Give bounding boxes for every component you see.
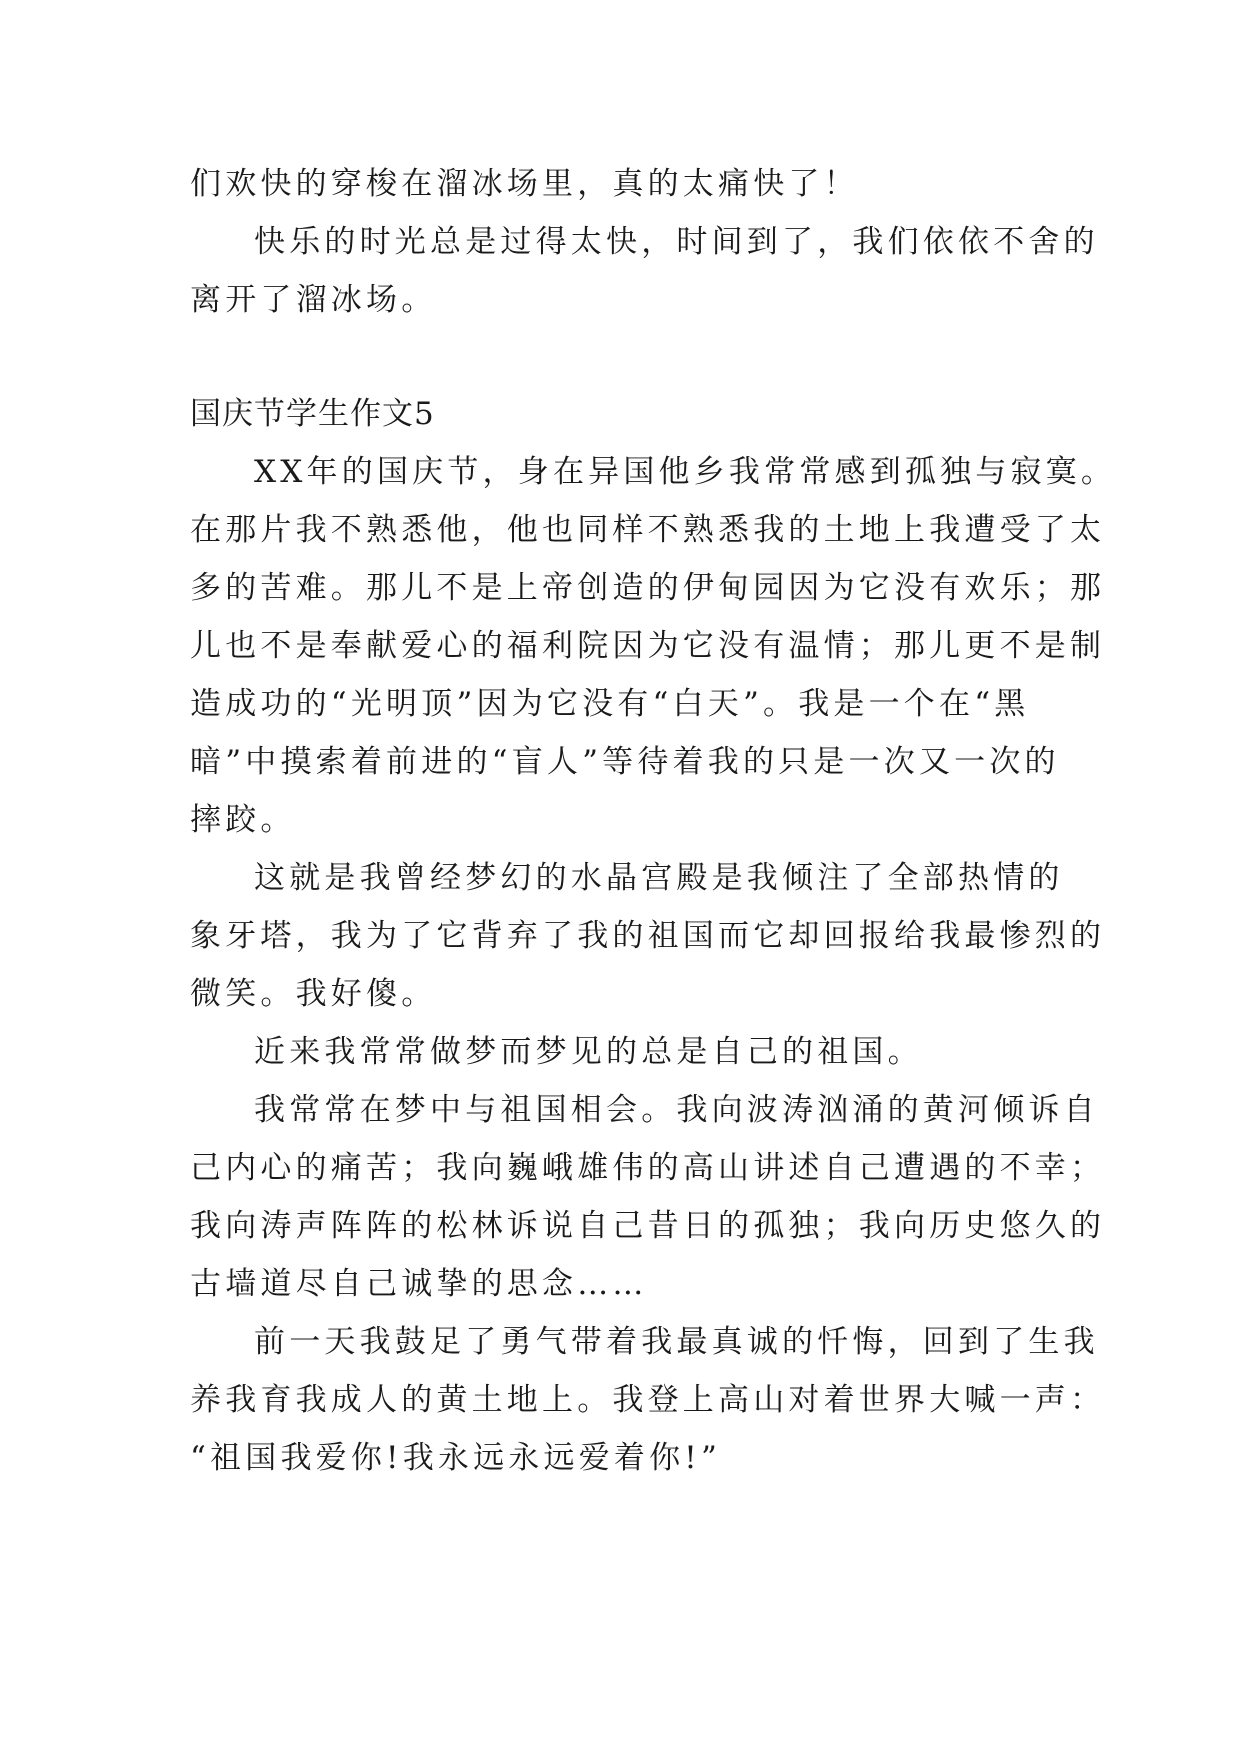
text-line: 微笑。我好傻。 xyxy=(190,976,437,1012)
section-title: 国庆节学生作文5 xyxy=(190,396,435,432)
text-line: 养我育我成人的黄土地上。我登上高山对着世界大喊一声： xyxy=(190,1382,1106,1418)
text-line: “祖国我爱你!我永远永远爱着你!” xyxy=(190,1440,722,1476)
text-line: 象牙塔，我为了它背弃了我的祖国而它却回报给我最惨烈的 xyxy=(190,918,1106,954)
paragraph-start-line: XX年的国庆节，身在异国他乡我常常感到孤独与寂寞。 xyxy=(254,454,1117,490)
text-line: 们欢快的穿梭在溜冰场里，真的太痛快了！ xyxy=(190,166,859,202)
text-line: 儿也不是奉献爱心的福利院因为它没有温情；那儿更不是制 xyxy=(190,628,1106,664)
text-line: 我向涛声阵阵的松林诉说自己昔日的孤独；我向历史悠久的 xyxy=(190,1208,1106,1244)
text-line: 己内心的痛苦；我向巍峨雄伟的高山讲述自己遭遇的不幸； xyxy=(190,1150,1106,1186)
text-line: 摔跤。 xyxy=(190,802,296,838)
paragraph-start-line: 我常常在梦中与祖国相会。我向波涛汹涌的黄河倾诉自 xyxy=(254,1092,1099,1128)
text-line: 多的苦难。那儿不是上帝创造的伊甸园因为它没有欢乐；那 xyxy=(190,570,1106,606)
text-line: 离开了溜冰场。 xyxy=(190,282,437,318)
text-line: 暗”中摸索着前进的“盲人”等待着我的只是一次又一次的 xyxy=(190,744,1060,780)
paragraph-start-line: 前一天我鼓足了勇气带着我最真诚的忏悔，回到了生我 xyxy=(254,1324,1099,1360)
paragraph-start-line: 这就是我曾经梦幻的水晶宫殿是我倾注了全部热情的 xyxy=(254,860,1064,896)
text-line: 古墙道尽自己诚挚的思念…… xyxy=(190,1266,648,1302)
text-line: 造成功的“光明顶”因为它没有“白天”。我是一个在“黑 xyxy=(190,686,1030,722)
text-line: 在那片我不熟悉他，他也同样不熟悉我的土地上我遭受了太 xyxy=(190,512,1106,548)
paragraph-start-line: 快乐的时光总是过得太快，时间到了，我们依依不舍的 xyxy=(254,224,1099,260)
paragraph-start-line: 近来我常常做梦而梦见的总是自己的祖国。 xyxy=(254,1034,923,1070)
